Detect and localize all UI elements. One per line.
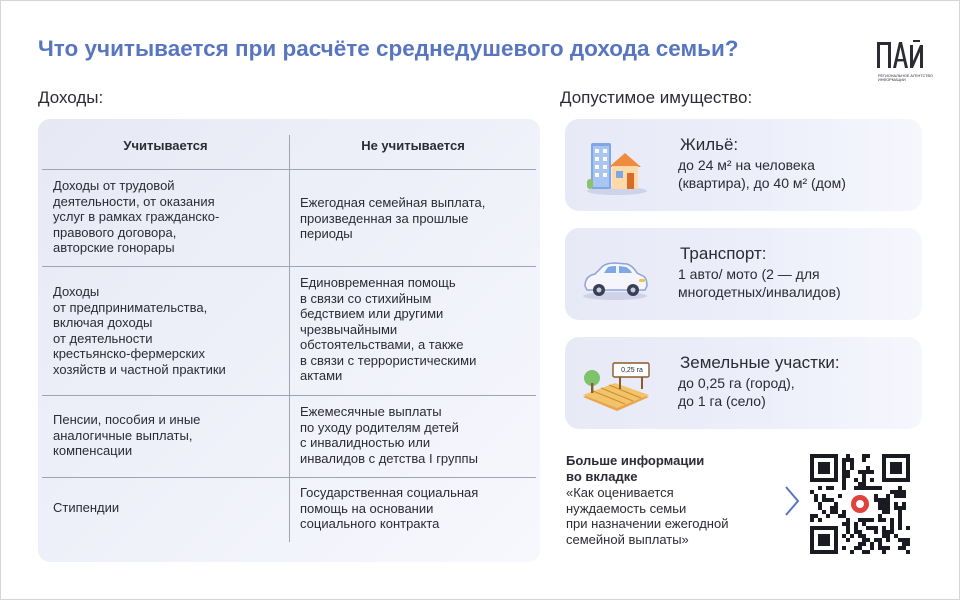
qr-module [890,490,894,494]
qr-module [842,522,846,526]
chevron-right-icon [782,485,802,517]
property-heading: Допустимое имущество: [560,88,753,107]
logo-subtitle-1: РЕГИОНАЛЬНОЕ АГЕНТСТВО [878,74,933,78]
qr-module [882,498,886,502]
car-icon [579,242,651,306]
house-icon [579,133,651,197]
qr-module [862,518,866,522]
qr-module [882,518,886,522]
qr-module [882,546,886,550]
qr-module [842,470,846,474]
table-header-not-counted: Не учитывается [361,138,465,153]
qr-module [818,486,822,490]
qr-module [846,458,850,462]
qr-module [854,526,858,530]
qr-module [862,478,866,482]
qr-module [902,538,906,542]
qr-module [858,482,862,486]
qr-module [906,526,910,530]
qr-module [890,526,894,530]
table-row-divider [42,477,536,478]
qr-module [846,538,850,542]
qr-module [886,494,890,498]
qr-module [858,486,862,490]
qr-module [842,474,846,478]
qr-module [890,518,894,522]
qr-module [898,494,902,498]
qr-module [906,542,910,546]
qr-module [894,502,898,506]
qr-module [846,474,850,478]
qr-module [842,514,846,518]
qr-module [866,486,870,490]
qr-module [842,486,846,490]
property-title: Земельные участки: [680,353,840,372]
qr-module [814,494,818,498]
qr-module [846,470,850,474]
table-row-divider [42,266,536,267]
qr-module [898,510,902,514]
qr-module [866,538,870,542]
qr-module [902,494,906,498]
qr-module [878,486,882,490]
table-cell: Государственная социальная помощь на основании социального контракта [300,485,479,531]
qr-code[interactable] [810,454,910,554]
property-card-land [565,337,922,429]
qr-module [886,538,890,542]
qr-module [830,506,834,510]
qr-module [842,510,846,514]
income-heading: Доходы: [38,88,104,107]
table-header-counted: Учитывается [123,138,208,153]
qr-module [886,530,890,534]
qr-module [834,506,838,510]
qr-module [874,486,878,490]
qr-module [842,462,846,466]
qr-module [846,522,850,526]
qr-module [818,506,822,510]
qr-module [874,498,878,502]
qr-module [842,482,846,486]
qr-module [890,530,894,534]
qr-module [854,522,858,526]
qr-module [826,486,830,490]
qr-module [870,542,874,546]
qr-module [906,538,910,542]
logo [872,38,933,90]
table-row-divider [42,395,536,396]
table-cell: Стипендии [53,500,120,515]
qr-module [862,522,866,526]
logo-mark [872,38,928,74]
qr-module [818,518,822,522]
qr-module [862,534,866,538]
qr-module [862,470,866,474]
qr-module [862,486,866,490]
qr-module [902,502,906,506]
qr-module [826,498,830,502]
property-text: до 24 м² на человека (квартира), до 40 м² (дом) [678,157,846,191]
qr-module [854,530,858,534]
qr-module [854,546,858,550]
qr-module [898,506,902,510]
qr-module [866,518,870,522]
property-card-housing [565,119,922,211]
property-text: до 0,25 га (город), до 1 га (село) [678,375,795,409]
qr-finder [818,534,830,546]
qr-module [870,486,874,490]
qr-module [850,466,854,470]
qr-module [890,522,894,526]
qr-module [842,478,846,482]
qr-module [858,530,862,534]
qr-module [842,458,846,462]
qr-module [830,510,834,514]
qr-module [870,518,874,522]
more-info-text: «Как оценивается нуждаемость семьи при назначении ежегодной семейной выплаты» [566,485,729,547]
qr-module [882,526,886,530]
qr-module [894,494,898,498]
qr-module [842,546,846,550]
qr-module [846,526,850,530]
qr-module [878,518,882,522]
qr-module [874,526,878,530]
qr-module [858,542,862,546]
qr-module [846,454,850,458]
qr-module [886,546,890,550]
qr-module [810,490,814,494]
qr-module [886,502,890,506]
qr-module [898,486,902,490]
qr-module [858,470,862,474]
qr-module [834,510,838,514]
qr-module [886,498,890,502]
qr-module [866,550,870,554]
qr-module [886,534,890,538]
qr-module [862,542,866,546]
qr-module [894,490,898,494]
property-text: 1 авто/ мото (2 — для многодетных/инвалидов) [678,266,841,300]
qr-module [898,514,902,518]
qr-module [846,530,850,534]
qr-module [862,482,866,486]
qr-module [854,478,858,482]
qr-module [866,454,870,458]
qr-module [878,546,882,550]
qr-module [850,458,854,462]
qr-module [862,458,866,462]
qr-module [898,490,902,494]
qr-module [894,534,898,538]
qr-module [862,474,866,478]
qr-module [878,506,882,510]
logo-subtitle-2: ИНФОРМАЦИИ [878,78,906,82]
qr-module [822,494,826,498]
qr-finder [818,462,830,474]
qr-module [874,538,878,542]
more-info-heading: Больше информации во вкладке [566,453,705,484]
property-title: Транспорт: [680,244,767,263]
qr-module [818,502,822,506]
page-title: Что учитывается при расчёте среднедушевого дохода семьи? [38,36,739,61]
qr-module [898,526,902,530]
land-sign-label: 0,25 га [621,367,643,374]
qr-module [870,470,874,474]
qr-module [862,538,866,542]
qr-module [902,506,906,510]
qr-module [830,498,834,502]
qr-module [858,518,862,522]
qr-module [902,546,906,550]
qr-module [878,502,882,506]
property-card-transport [565,228,922,320]
qr-module [886,506,890,510]
qr-module [898,518,902,522]
qr-module [906,550,910,554]
qr-module [810,518,814,522]
land-plot-icon [579,351,653,415]
qr-finder [890,462,902,474]
qr-module [894,506,898,510]
table-cell: Ежемесячные выплаты по уходу родителям детей с инвалидностью или инвалидов с детства I группы [300,404,478,466]
qr-module [846,518,850,522]
qr-module [878,542,882,546]
qr-module [862,550,866,554]
qr-module [874,494,878,498]
qr-module [862,454,866,458]
qr-module [870,526,874,530]
qr-module [814,514,818,518]
qr-module [822,498,826,502]
qr-module [878,498,882,502]
table-cell: Пенсии, пособия и иные аналогичные выплаты, компенсации [53,412,201,458]
qr-module [826,514,830,518]
qr-module [882,506,886,510]
qr-module [854,486,858,490]
qr-module [902,542,906,546]
qr-module [858,534,862,538]
qr-module [850,534,854,538]
qr-module [874,530,878,534]
qr-module [830,486,834,490]
qr-module [822,510,826,514]
qr-module [898,522,902,526]
qr-module [838,514,842,518]
qr-module [878,538,882,542]
qr-module [866,526,870,530]
qr-module [882,550,886,554]
qr-module [866,466,870,470]
qr-module [850,462,854,466]
qr-module [870,478,874,482]
qr-module [886,510,890,514]
qr-module [882,534,886,538]
qr-module [902,490,906,494]
property-title: Жильё: [680,135,739,154]
qr-module [870,546,874,550]
table-cell: Доходы от трудовой деятельности, от оказания услуг в рамках гражданско- правового договора, авторские гонорары [53,178,220,255]
qr-module [882,530,886,534]
qr-module [858,546,862,550]
qr-module [898,546,902,550]
qr-module [866,470,870,474]
table-cell: Единовременная помощь в связи со стихийным бедствием или другими чрезвычайными обстоятельствами, а также в связи с террористическими актами [300,275,477,383]
qr-module [838,494,842,498]
table-cell: Ежегодная семейная выплата, произведенная за прошлые периоды [300,195,486,241]
qr-module [834,502,838,506]
qr-module [850,550,854,554]
qr-module [882,510,886,514]
table-cell: Доходы от предпринимательства, включая доходы от деятельности крестьянско-фермерских хозяйств и частной практики [53,284,226,377]
qr-module [878,514,882,518]
qr-badge-icon [856,500,864,508]
table-row-divider [42,169,536,170]
table-column-divider [289,135,290,542]
qr-module [842,534,846,538]
qr-module [898,538,902,542]
qr-module [814,498,818,502]
qr-module [842,466,846,470]
qr-module [882,502,886,506]
qr-module [810,514,814,518]
